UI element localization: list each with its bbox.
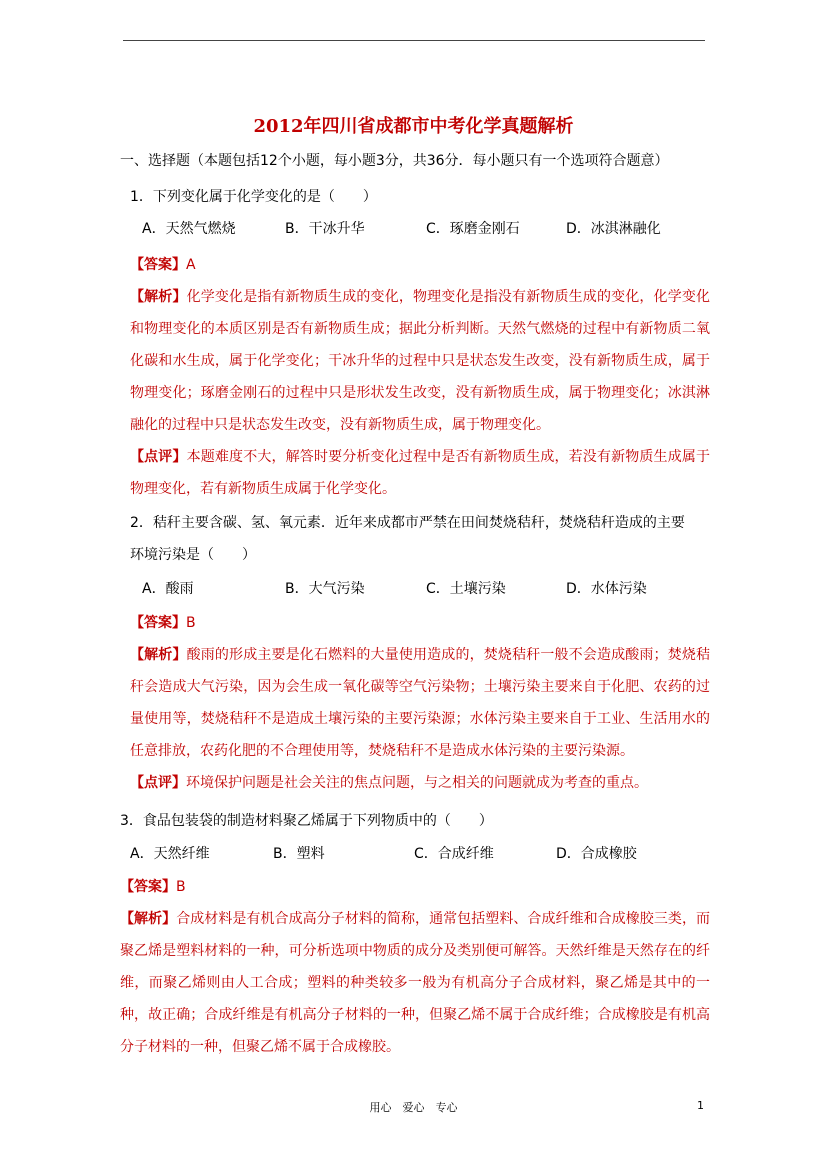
question-2-answer <box>130 607 710 639</box>
analysis-text: 酸雨的形成主要是化石燃料的大量使用造成的，焚烧秸秆一般不会造成酸雨；焚烧秸秆会造成大气污染，因为会生成一氧化碳等空气污染物；土壤污染主要来自于化肥、农药的过量使用等，焚烧秸秆不是造成土壤污染的主要污染源；水体污染主要来自于工业、生活用水的任意排放，农药化肥的不合理使用等，焚烧秸秆不是造成水体污染的主要污染源。 <box>130 647 711 759</box>
comment-tag: 【点评】 <box>130 775 186 791</box>
option-b: B．干冰升华 <box>285 221 365 237</box>
answer-value: A <box>186 257 196 273</box>
option-a: A．天然气燃烧 <box>142 221 236 237</box>
document-title: 2012年四川省成都市中考化学真题解析 <box>253 116 574 137</box>
footer-motto: 用心 爱心 专心 <box>369 1101 458 1114</box>
question-3-analysis <box>120 903 710 1063</box>
answer-value: B <box>186 615 196 631</box>
header-rule <box>123 40 705 41</box>
question-3-answer <box>120 871 710 903</box>
analysis-text: 合成材料是有机合成高分子材料的简称，通常包括塑料、合成纤维和合成橡胶三类，而聚乙烯是塑料材料的一种，可分析选项中物质的成分及类别便可解答。天然纤维是天然存在的纤维，而聚乙烯则由人工合成；塑料的种类较多一般为有机高分子合成材料，聚乙烯是其中的一种，故正确；合成纤维是有机高分子材料的一种，但聚乙烯不属于合成纤维；合成橡胶是有机高分子材料的一种，但聚乙烯不属于合成橡胶。 <box>120 911 711 1055</box>
option-a: A．天然纤维 <box>130 846 210 862</box>
analysis-tag: 【解析】 <box>120 911 177 927</box>
comment-text: 本题难度不大，解答时要分析变化过程中是否有新物质生成，若没有新物质生成属于物理变化，若有新物质生成属于化学变化。 <box>130 449 711 497</box>
question-2-stem-line2: 环境污染是（ ） <box>130 547 256 563</box>
option-c: C．琢磨金刚石 <box>426 221 520 237</box>
option-d: D．合成橡胶 <box>556 846 637 862</box>
question-2-options <box>142 578 742 600</box>
question-1-stem: 1．下列变化属于化学变化的是（ ） <box>130 189 377 205</box>
analysis-tag: 【解析】 <box>130 647 187 663</box>
option-c: C．合成纤维 <box>414 846 494 862</box>
question-2-analysis <box>130 639 710 767</box>
option-b: B．大气污染 <box>285 581 365 597</box>
answer-tag: 【答案】 <box>120 879 176 895</box>
option-d: D．冰淇淋融化 <box>566 221 661 237</box>
question-1-analysis <box>130 281 710 441</box>
option-a: A．酸雨 <box>142 581 194 597</box>
section-heading: 一、选择题（本题包括12个小题，每小题3分，共36分．每小题只有一个选项符合题意） <box>120 153 669 169</box>
question-1-options <box>142 218 742 240</box>
question-2-comment <box>130 767 710 799</box>
option-d: D．水体污染 <box>566 581 647 597</box>
answer-value: B <box>176 879 186 895</box>
question-2-stem-line1: 2．秸秆主要含碳、氢、氧元素．近年来成都市严禁在田间焚烧秸秆，焚烧秸秆造成的主要 <box>130 515 685 531</box>
question-3-stem: 3．食品包装袋的制造材料聚乙烯属于下列物质中的（ ） <box>120 813 493 829</box>
option-c: C．土壤污染 <box>426 581 506 597</box>
analysis-text: 化学变化是指有新物质生成的变化，物理变化是指没有新物质生成的变化，化学变化和物理变化的本质区别是否有新物质生成；据此分析判断。天然气燃烧的过程中有新物质二氧化碳和水生成，属于化学变化；干冰升华的过程中只是状态发生改变，没有新物质生成，属于物理变化；琢磨金刚石的过程中只是形状发生改变，没有新物质生成，属于物理变化；冰淇淋融化的过程中只是状态发生改变，没有新物质生成，属于物理变化。 <box>130 289 711 433</box>
question-3-options <box>130 843 730 865</box>
option-b: B．塑料 <box>273 846 325 862</box>
answer-tag: 【答案】 <box>130 257 186 273</box>
question-1-answer <box>130 249 710 281</box>
comment-text: 环境保护问题是社会关注的焦点问题，与之相关的问题就成为考查的重点。 <box>186 775 648 791</box>
analysis-tag: 【解析】 <box>130 289 187 305</box>
page-number: 1 <box>697 1099 704 1112</box>
answer-tag: 【答案】 <box>130 615 186 631</box>
question-1-comment <box>130 441 710 505</box>
comment-tag: 【点评】 <box>130 449 187 465</box>
